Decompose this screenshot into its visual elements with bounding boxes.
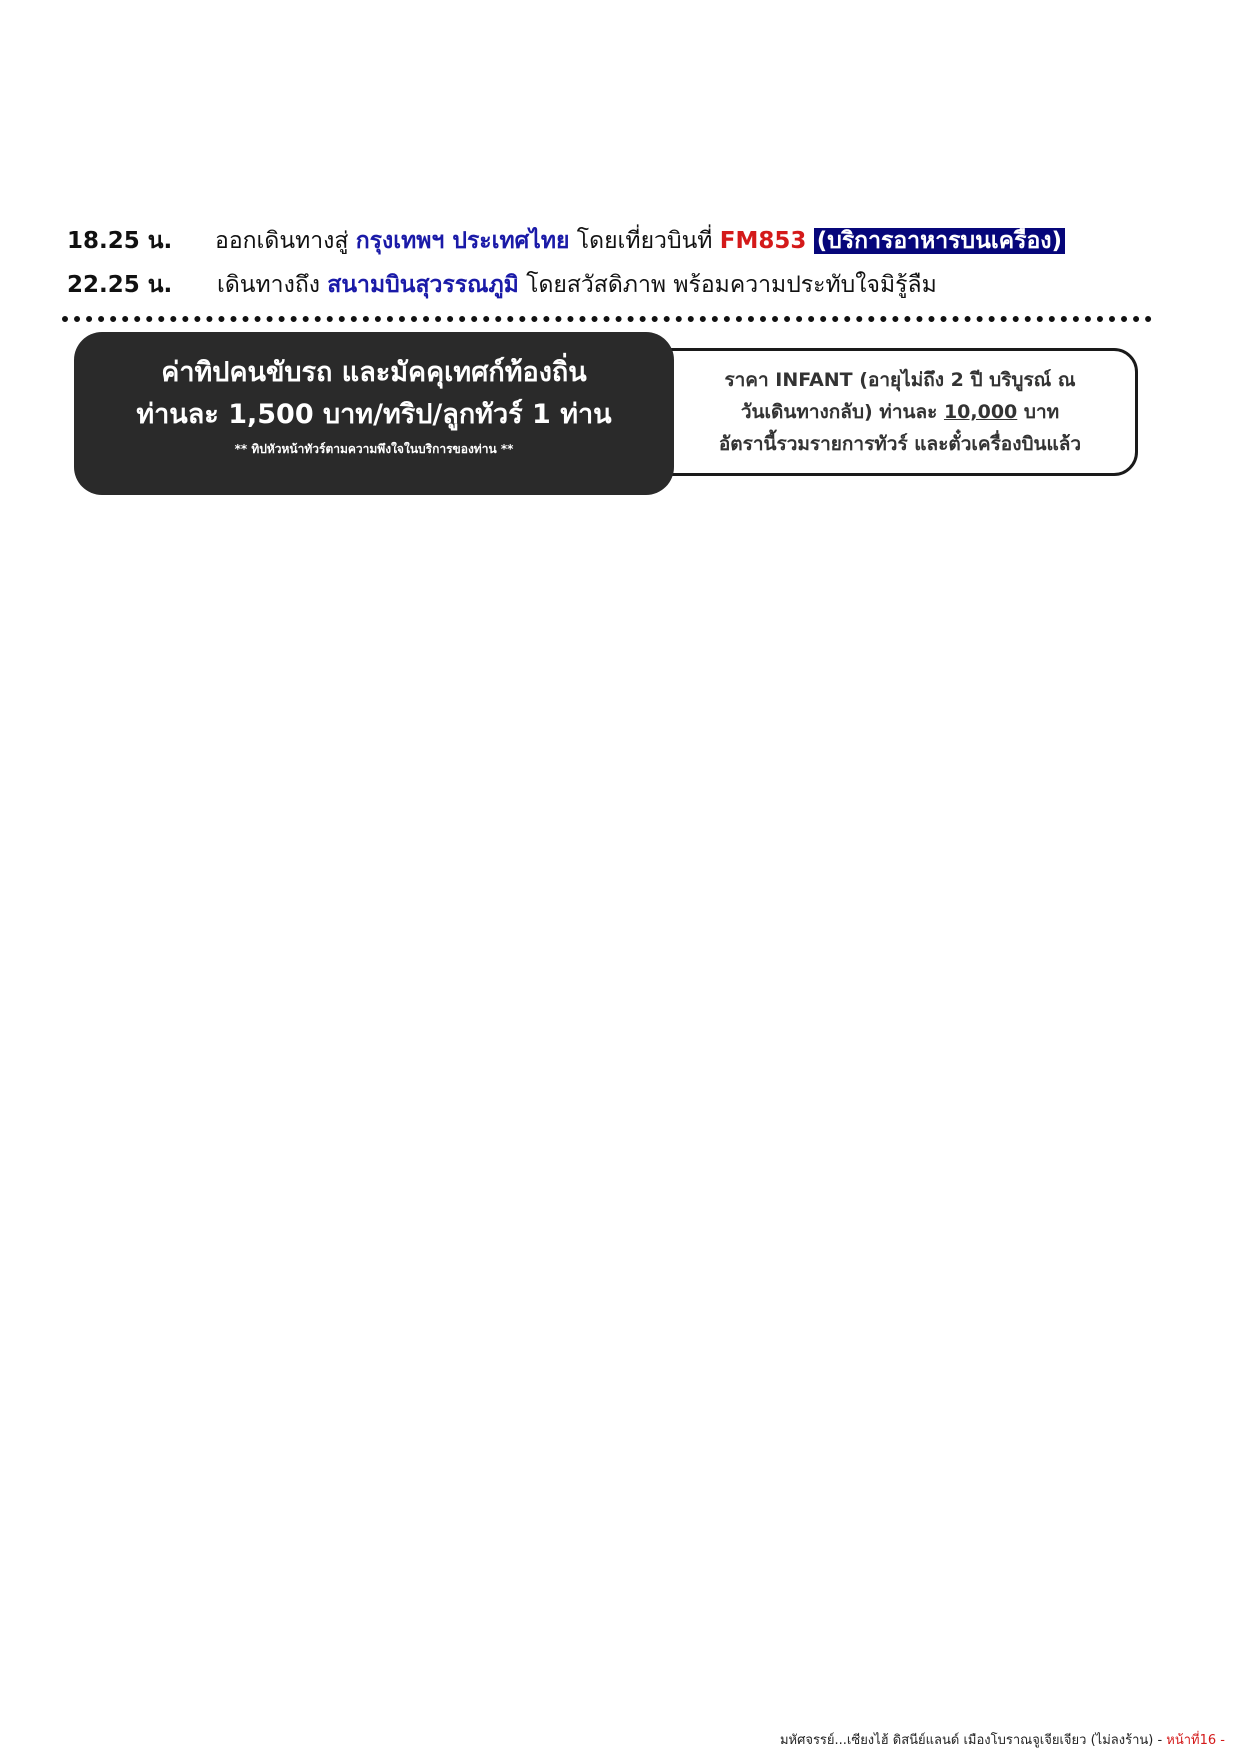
infant-line-1: ราคา INFANT (อายุไม่ถึง 2 ปี บริบูรณ์ ณ (724, 369, 1076, 391)
arrival-description (217, 268, 937, 302)
dotted-divider (62, 316, 1152, 322)
tip-line-2: ท่านละ 1,500 บาท/ทริป/ลูกทัวร์ 1 ท่าน (136, 399, 612, 430)
departure-destination: กรุงเทพฯ ประเทศไทย (355, 228, 570, 254)
tip-text (74, 352, 674, 460)
arrival-time: 22.25 น. (67, 272, 173, 298)
infant-price: 10,000 (943, 401, 1018, 423)
departure-flight-text: โดยเที่ยวบินที่ (569, 228, 720, 254)
tip-note: ** ทิปหัวหน้าทัวร์ตามความพึงใจในบริการของท่าน ** (234, 442, 514, 456)
infant-line-3: อัตรานี้รวมรายการทัวร์ และตั๋วเครื่องบินแล้ว (718, 433, 1082, 455)
flight-number: FM853 (719, 228, 807, 254)
infant-line-2-post: บาท (1017, 401, 1060, 423)
departure-text: ออกเดินทางสู่ (215, 228, 356, 254)
arrival-closing-text: โดยสวัสดิภาพ พร้อมความประทับใจมิรู้ลืม (518, 272, 937, 298)
infant-line-2-pre: วันเดินทางกลับ) ท่านละ (740, 401, 944, 423)
arrival-text: เดินทางถึง (217, 272, 328, 298)
page-footer (780, 1732, 1225, 1750)
infant-line-2 (660, 396, 1140, 428)
departure-time: 18.25 น. (67, 228, 173, 254)
infant-price-text (660, 364, 1140, 460)
footer-title: มหัศจรรย์...เซียงไฮ้ ดิสนีย์แลนด์ เมืองโบราณจูเจียเจียว (ไม่ลงร้าน) - (779, 1733, 1167, 1748)
arrival-airport: สนามบินสุวรรณภูมิ (327, 272, 519, 298)
departure-description (215, 224, 1065, 258)
page-number: หน้าที่16 - (1166, 1733, 1225, 1748)
meal-service-badge: (บริการอาหารบนเครื่อง) (814, 228, 1065, 254)
tip-line-1: ค่าทิปคนขับรถ และมัคคุเทศก์ท้องถิ่น (161, 357, 587, 388)
